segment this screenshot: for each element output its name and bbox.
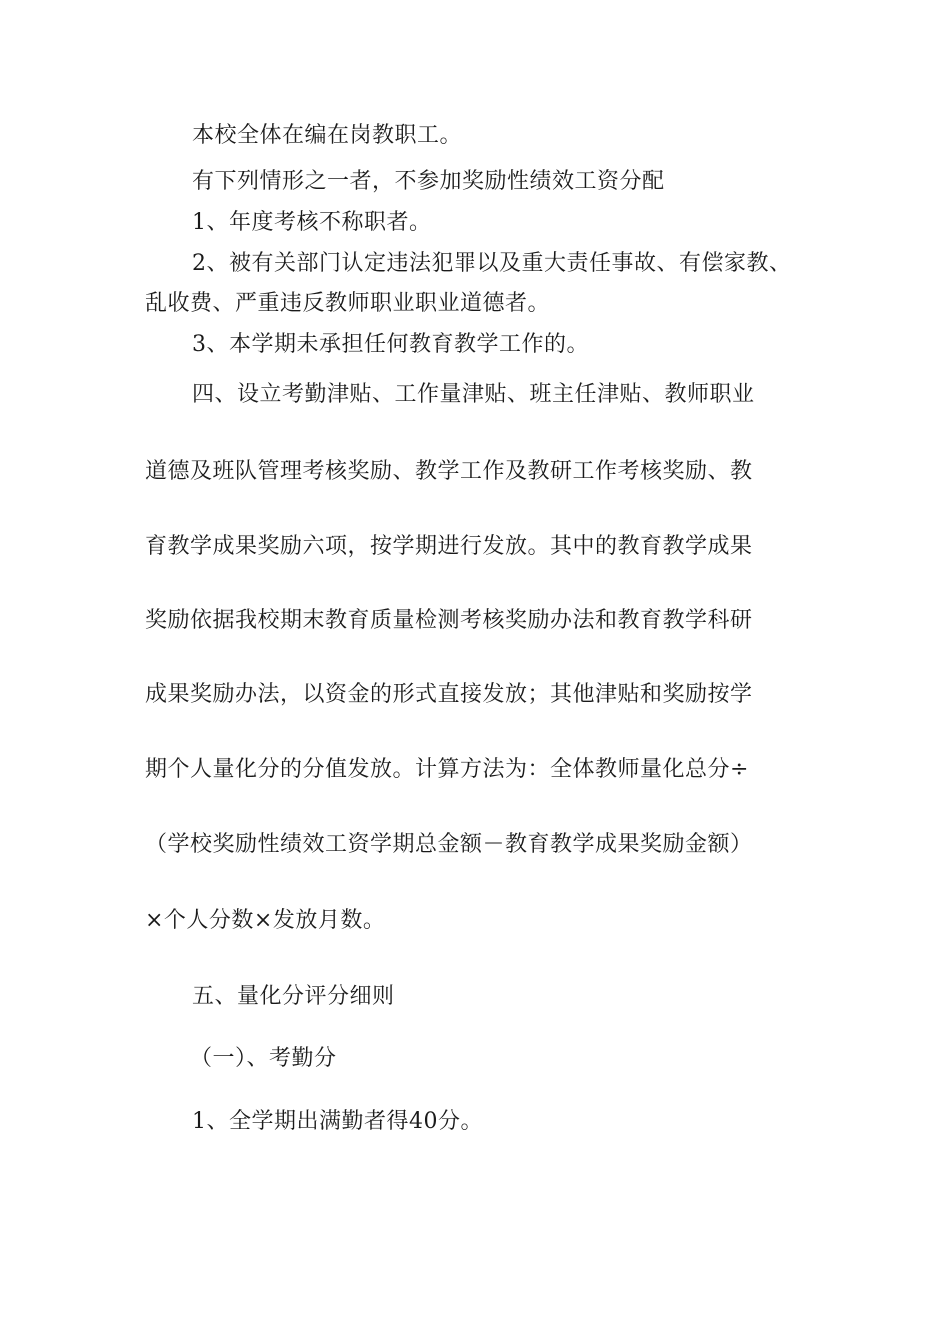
paragraph-line: 道德及班队管理考核奖励、教学工作及教研工作考核奖励、教 [145,459,753,484]
paragraph-line: 成果奖励办法，以资金的形式直接发放；其他津贴和奖励按学 [145,682,753,707]
section-heading: 五、量化分评分细则 [192,984,395,1009]
paragraph-line: 有下列情形之一者，不参加奖励性绩效工资分配 [192,169,665,194]
paragraph-line: 本校全体在编在岗教职工。 [192,123,463,148]
subsection-heading: （一）、考勤分 [190,1046,337,1071]
list-item: 2、被有关部门认定违法犯罪以及重大责任事故、有偿家教、 [192,251,792,276]
section-heading-line: 四、设立考勤津贴、工作量津贴、班主任津贴、教师职业 [192,382,755,407]
list-item: 3、本学期未承担任何教育教学工作的。 [192,332,589,357]
paragraph-line: （学校奖励性绩效工资学期总金额－教育教学成果奖励金额） [145,832,753,857]
list-item: 1、全学期出满勤者得40分。 [192,1109,483,1134]
list-item-continuation: 乱收费、严重违反教师职业职业道德者。 [145,291,551,316]
paragraph-line: 育教学成果奖励六项，按学期进行发放。其中的教育教学成果 [145,534,753,559]
paragraph-line: 期个人量化分的分值发放。计算方法为：全体教师量化总分÷ [145,757,749,782]
list-item: 1、年度考核不称职者。 [192,210,432,235]
paragraph-line: 奖励依据我校期末教育质量检测考核奖励办法和教育教学科研 [145,608,753,633]
paragraph-line: ×个人分数×发放月数。 [145,908,386,933]
